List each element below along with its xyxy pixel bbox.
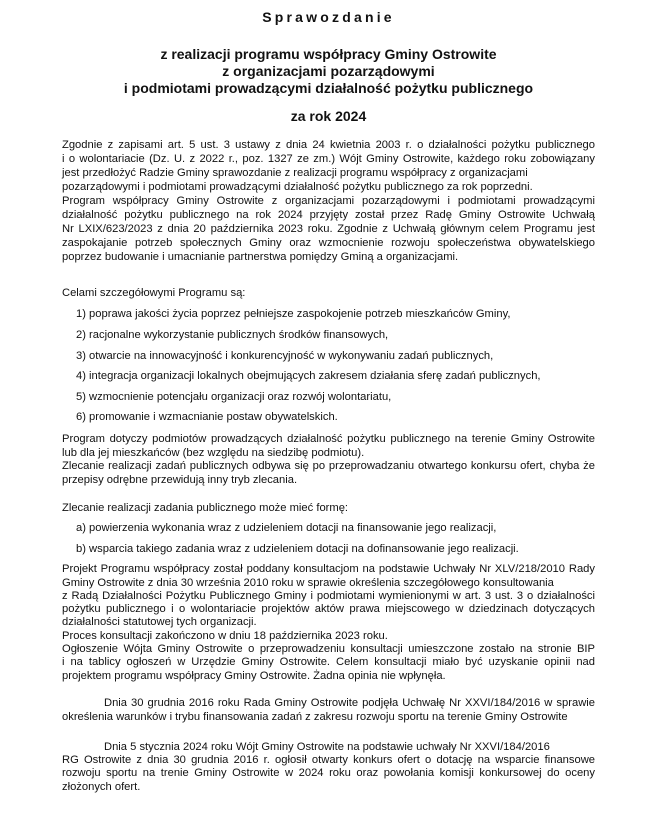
goal-item: 1) poprawa jakości życia poprzez pełniejsze zaspokojenie potrzeb mieszkańców Gminy, bbox=[76, 308, 511, 320]
competition-line: złożonych ofert. bbox=[62, 781, 141, 793]
scope-line: Zlecanie realizacji zadań publicznych odbywa się po przeprowadzaniu otwartego konkursu ofert, chyba że bbox=[62, 460, 595, 472]
goal-item: 4) integracja organizacji lokalnych obejmujących zakresem działania sferę zadań publicznych, bbox=[76, 370, 541, 382]
scope-line: przepisy odrębne przewidują inny tryb zlecania. bbox=[62, 474, 298, 486]
intro-line: i o wolontariacie (Dz. U. z 2022 r., poz. 1327 ze zm.) Wójt Gminy Ostrowite, każdego roku zobowiązany bbox=[62, 153, 595, 165]
scope-line: lub dla jej mieszkańców (bez względu na siedzibę podmiotu). bbox=[62, 447, 365, 459]
resolution-line: określenia warunków i trybu finansowania zadań z zakresu rozwoju sportu na terenie Gminy Ostrowite bbox=[62, 711, 568, 723]
intro-line: pozarządowymi i podmiotami prowadzącymi działalność pożytku publicznego za rok poprzedni. bbox=[62, 181, 533, 193]
subtitle-line-2: z organizacjami pozarządowymi bbox=[222, 63, 435, 79]
consultation-line: Ogłoszenie Wójta Gminy Ostrowite o przeprowadzeniu konsultacji umieszczone zostało na stronie BIP bbox=[62, 643, 595, 655]
competition-line: RG Ostrowite z dnia 30 grudnia 2016 r. ogłosił otwarty konkurs ofert o dotację na wsparcie finansowe bbox=[62, 754, 595, 766]
subtitle-line-1: z realizacji programu współpracy Gminy Ostrowite bbox=[160, 46, 497, 62]
intro-line: Program współpracy Gminy Ostrowite z organizacjami pozarządowymi i podmiotami prowadzącymi bbox=[62, 195, 595, 207]
goal-item: 2) racjonalne wykorzystanie publicznych środków finansowych, bbox=[76, 329, 389, 341]
intro-line: poprzez budowanie i umacnianie partnerstwa pomiędzy Gminą a organizacjami. bbox=[62, 251, 459, 263]
report-year: za rok 2024 bbox=[290, 108, 367, 124]
forms-heading: Zlecanie realizacji zadania publicznego może mieć formę: bbox=[62, 502, 349, 514]
form-item: a) powierzenia wykonania wraz z udzieleniem dotacji na finansowanie jego realizacji, bbox=[76, 522, 497, 534]
resolution-line: Dnia 30 grudnia 2016 roku Rada Gminy Ostrowite podjęła Uchwałę Nr XXVI/184/2016 w sprawie bbox=[104, 697, 595, 709]
subtitle-line-3: i podmiotami prowadzącymi działalność pożytku publicznego bbox=[123, 80, 534, 96]
goal-item: 6) promowanie i wzmacnianie postaw obywatelskich. bbox=[76, 411, 338, 423]
consultation-line: Gminy Ostrowite z dnia 30 września 2010 roku w sprawie określenia szczegółowego konsultowania bbox=[62, 577, 554, 589]
consultation-line: działalności statutowej tych organizacji. bbox=[62, 616, 257, 628]
competition-line: rozwoju sportu na trenie Gminy Ostrowite w 2024 roku oraz powołania komisji konkursowej do oceny bbox=[62, 767, 595, 779]
goals-heading: Celami szczegółowymi Programu są: bbox=[62, 287, 246, 299]
consultation-line: pożytku publicznego i o wolontariacie projektów aktów prawa miejscowego w dziedzinach dotyczących bbox=[62, 603, 595, 615]
goal-item: 3) otwarcie na innowacyjność i konkurencyjność w wykonywaniu zadań publicznych, bbox=[76, 350, 494, 362]
goal-item: 5) wzmocnienie potencjału organizacji oraz rozwój wolontariatu, bbox=[76, 391, 392, 403]
intro-line: zaspokajanie potrzeb społecznych Gminy oraz wzmocnienie rozwoju społeczeństwa obywatelskiego bbox=[62, 237, 595, 249]
consultation-line: Projekt Programu współpracy został poddany konsultacjom na podstawie Uchwały Nr XLV/218/2010 Rady bbox=[62, 563, 595, 575]
consultation-line: z Radą Działalności Pożytku Publicznego Gminy i podmiotami wymienionymi w art. 3 ust. 3 o działalności bbox=[62, 590, 595, 602]
consultation-line: i na tablicy ogłoszeń w Urzędzie Gminy Ostrowite. Celem konsultacji miało być uzyskanie opinii nad bbox=[62, 656, 595, 668]
form-item: b) wsparcia takiego zadania wraz z udzieleniem dotacji na dofinansowanie jego realizacji. bbox=[76, 543, 519, 555]
intro-line: działalność pożytku publicznego na rok 2024 przyjęty został przez Radę Gminy Ostrowite Uchwałą bbox=[62, 209, 595, 221]
intro-line: jest przedłożyć Radzie Gminy sprawozdanie z realizacji programu współpracy z organizacjami bbox=[62, 167, 528, 179]
intro-line: Nr LXIX/623/2023 z dnia 20 października 2023 roku. Zgodnie z Uchwałą głównym celem Programu jest bbox=[62, 223, 595, 235]
scope-line: Program dotyczy podmiotów prowadzących działalność pożytku publicznego na terenie Gminy Ostrowite bbox=[62, 433, 595, 445]
intro-line: Zgodnie z zapisami art. 5 ust. 3 ustawy z dnia 24 kwietnia 2003 r. o działalności pożytku publicznego bbox=[62, 139, 595, 151]
consultation-line: Proces konsultacji zakończono w dniu 18 października 2023 roku. bbox=[62, 630, 388, 642]
competition-line: Dnia 5 stycznia 2024 roku Wójt Gminy Ostrowite na podstawie uchwały Nr XXVI/184/2016 bbox=[104, 741, 550, 753]
document-title: Sprawozdanie bbox=[262, 9, 395, 25]
consultation-line: projektem programu współpracy Gminy Ostrowite. Żadna opinia nie wpłynęła. bbox=[62, 670, 446, 682]
